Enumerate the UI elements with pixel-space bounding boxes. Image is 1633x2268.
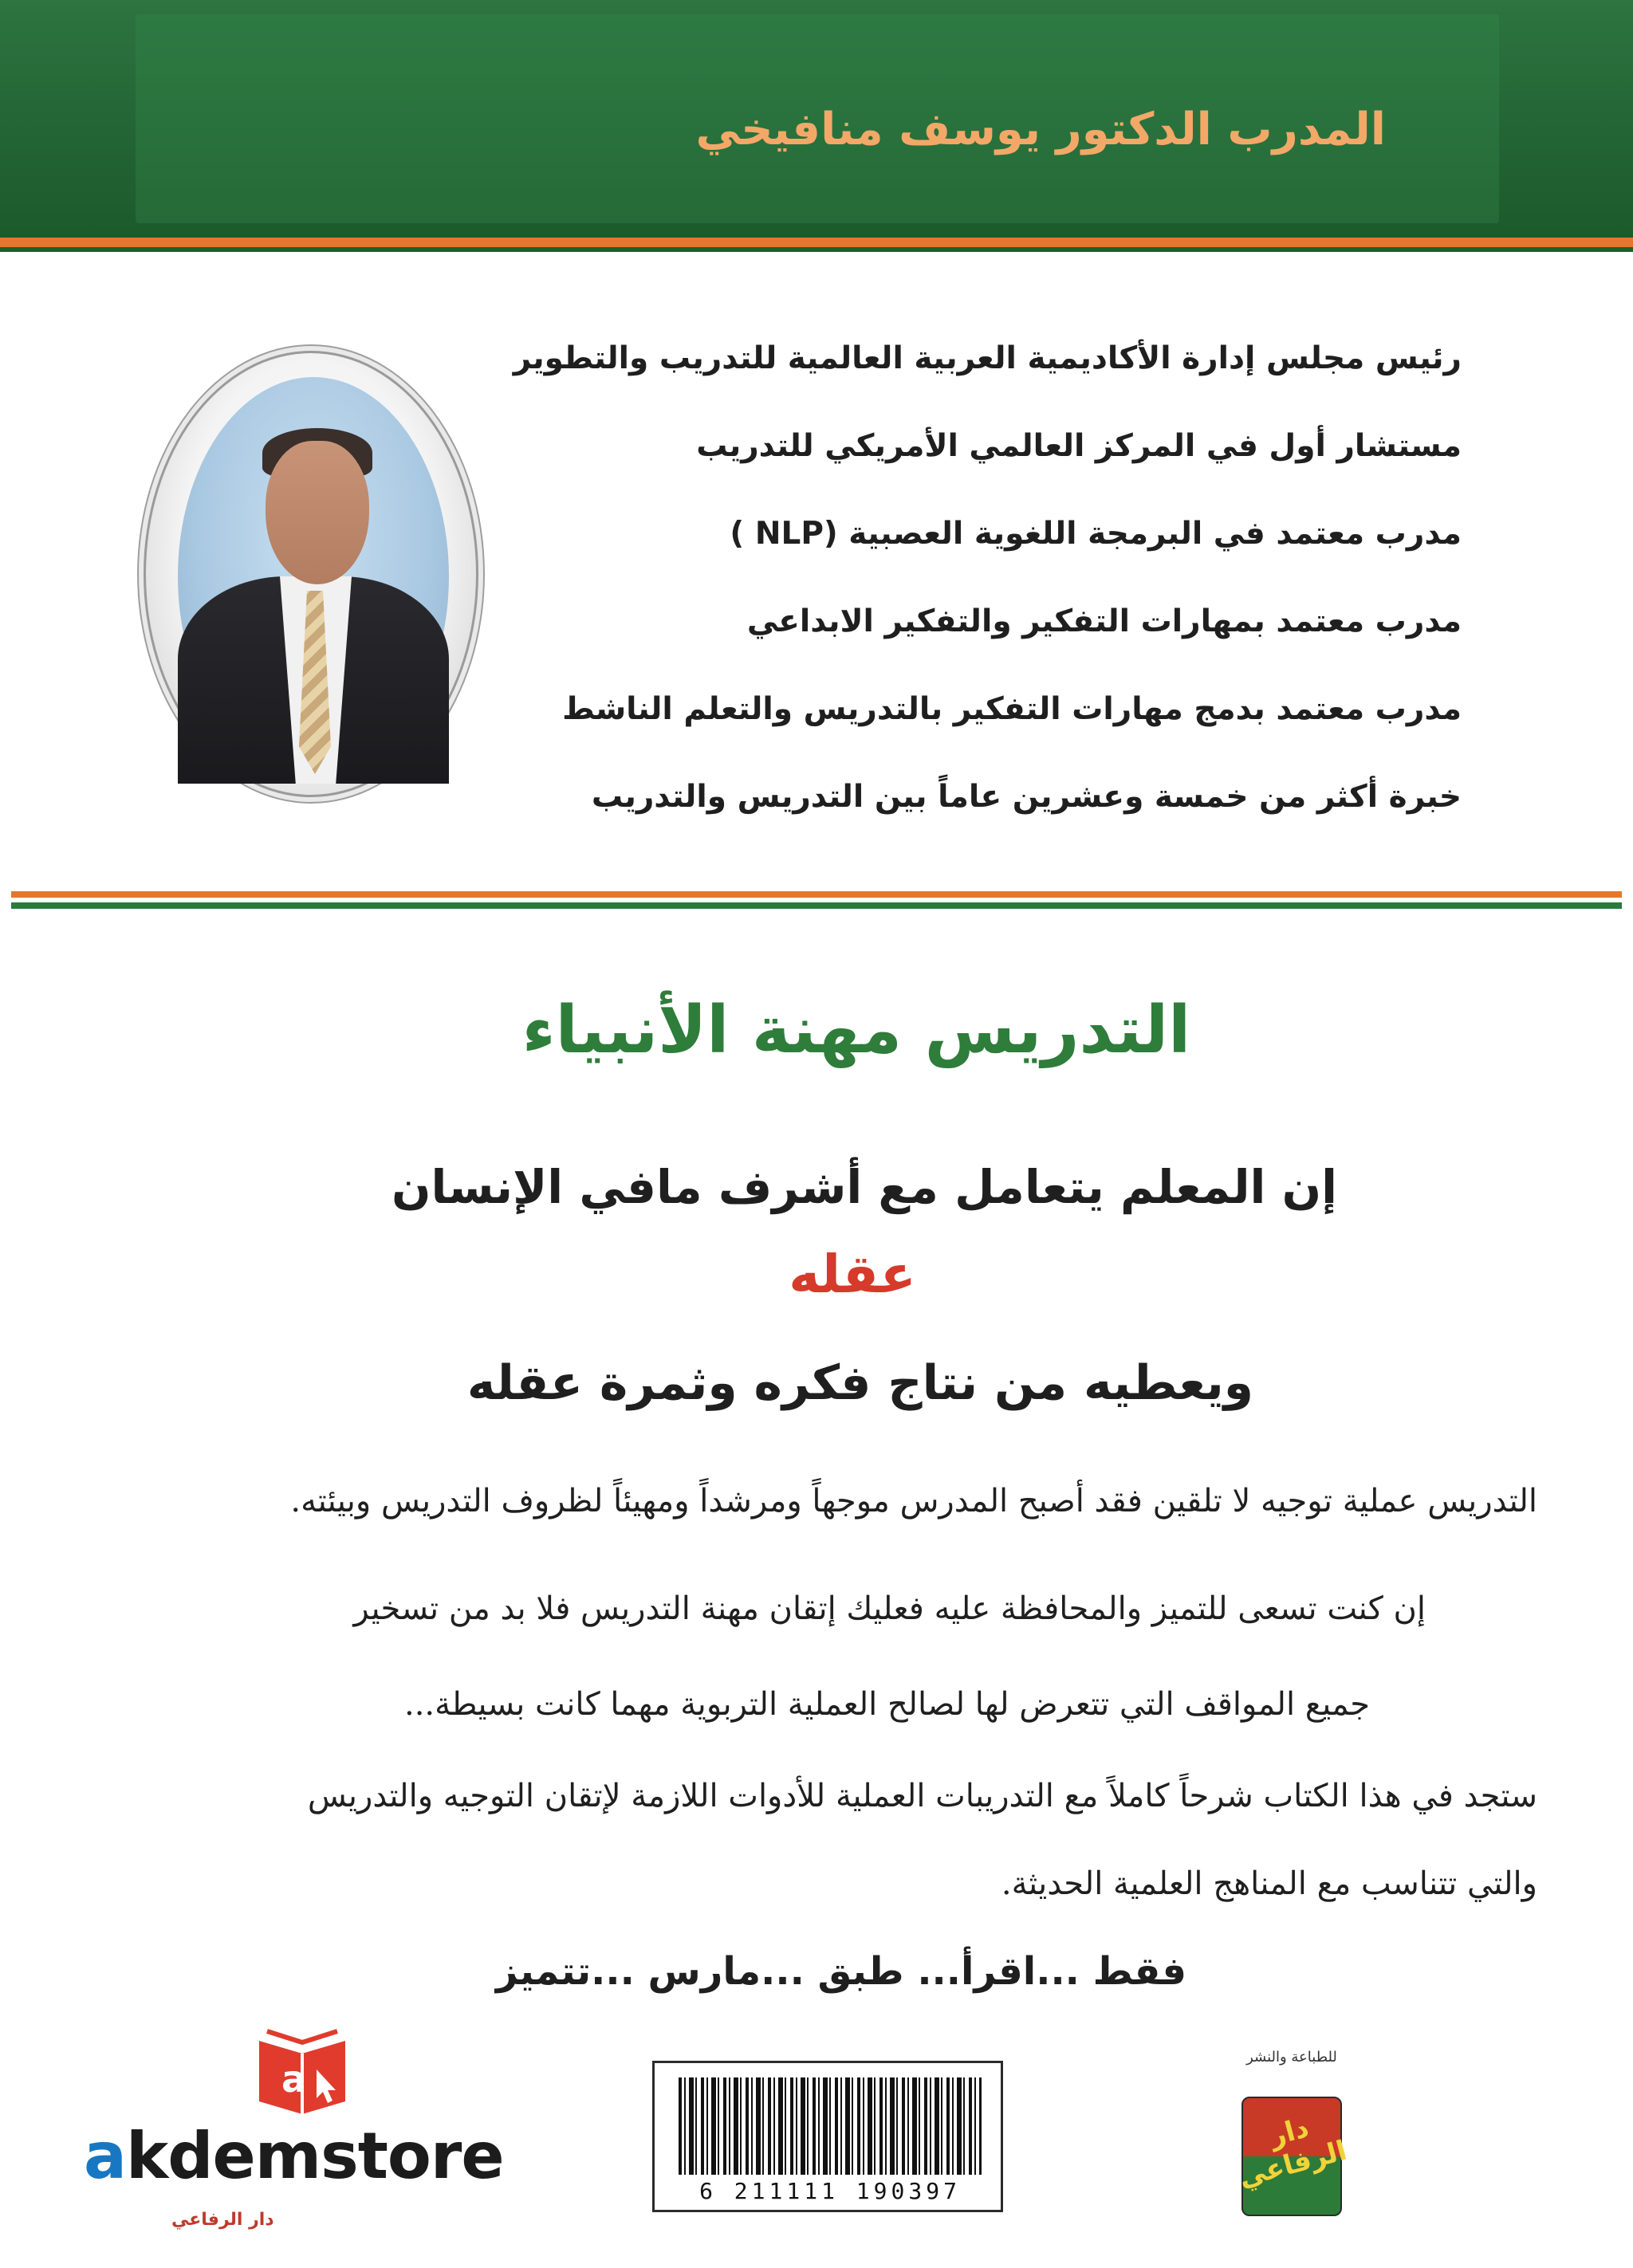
author-photo: [144, 351, 478, 797]
body-paragraph: إن كنت تسعى للتميز والمحافظة عليه فعليك إتقان مهنة التدريس فلا بد من تسخير: [353, 1590, 1426, 1627]
svg-text:a: a: [281, 2058, 307, 2101]
header-orange-divider: [0, 238, 1633, 247]
tagline: فقط ...اقرأ... طبق ...مارس ...تتميز: [495, 1949, 1186, 1994]
quote-line-1: إن المعلم يتعامل مع أشرف مافي الإنسان: [391, 1160, 1338, 1214]
author-photo-face: [266, 441, 369, 584]
credential-item: خبرة أكثر من خمسة وعشرين عاماً بين التدريس والتدريب: [591, 779, 1462, 815]
author-name: المدرب الدكتور يوسف منافيخي: [695, 104, 1386, 155]
body-paragraph: والتي تتناسب مع المناهج العلمية الحديثة.: [1001, 1865, 1537, 1902]
credential-item: مدرب معتمد بمهارات التفكير والتفكير الابداعي: [746, 603, 1462, 639]
quote-highlight: عقله: [789, 1244, 916, 1305]
publisher-small-text: للطباعة والنشر: [1246, 2049, 1337, 2066]
credential-item: مستشار أول في المركز العالمي الأمريكي للتدريب: [696, 428, 1462, 464]
barcode-bars: [679, 2077, 982, 2175]
section-green-divider: [11, 902, 1622, 909]
header-green-divider: [0, 247, 1633, 252]
body-paragraph: التدريس عملية توجيه لا تلقين فقد أصبح المدرس موجهاً ومرشداً ومهيئاً لظروف التدريس وبيئته.: [290, 1483, 1537, 1519]
body-paragraph: ستجد في هذا الكتاب شرحاً كاملاً مع التدريبات العملية للأدوات اللازمة لإتقان التوجيه والتدريس: [307, 1778, 1537, 1814]
publisher-logo-icon: [1235, 2097, 1351, 2216]
store-name: [84, 2119, 530, 2193]
credentials-list: [513, 315, 1462, 841]
credential-item: رئيس مجلس إدارة الأكاديمية العربية العالمية للتدريب والتطوير: [513, 340, 1462, 376]
header-band: [0, 0, 1633, 239]
barcode-number: 6 211111 190397: [699, 2178, 961, 2204]
credential-item: مدرب معتمد في البرمجة اللغوية العصبية (NLP ): [730, 516, 1462, 552]
store-name-rest: kdemstore: [125, 2119, 504, 2193]
barcode: [652, 2061, 1003, 2212]
credential-item: مدرب معتمد بدمج مهارات التفكير بالتدريس والتعلم الناشط: [562, 691, 1462, 727]
store-logo: [84, 2025, 530, 2232]
store-sub-text: دار الرفاعي: [171, 2210, 274, 2230]
book-title: التدريس مهنة الأنبياء: [521, 992, 1191, 1068]
store-name-prefix: a: [84, 2119, 126, 2193]
quote-line-3: ويعطيه من نتاج فكره وثمرة عقله: [466, 1355, 1254, 1411]
section-orange-divider: [11, 891, 1622, 898]
publisher-name: دار الرفاعي: [1235, 2112, 1351, 2195]
book-with-cursor-icon: [251, 2025, 353, 2119]
author-photo-background: [178, 377, 449, 776]
body-paragraph: جميع المواقف التي تتعرض لها لصالح العملية التربوية مهما كانت بسيطة...: [403, 1686, 1370, 1723]
publisher-logo: [1232, 2049, 1352, 2224]
